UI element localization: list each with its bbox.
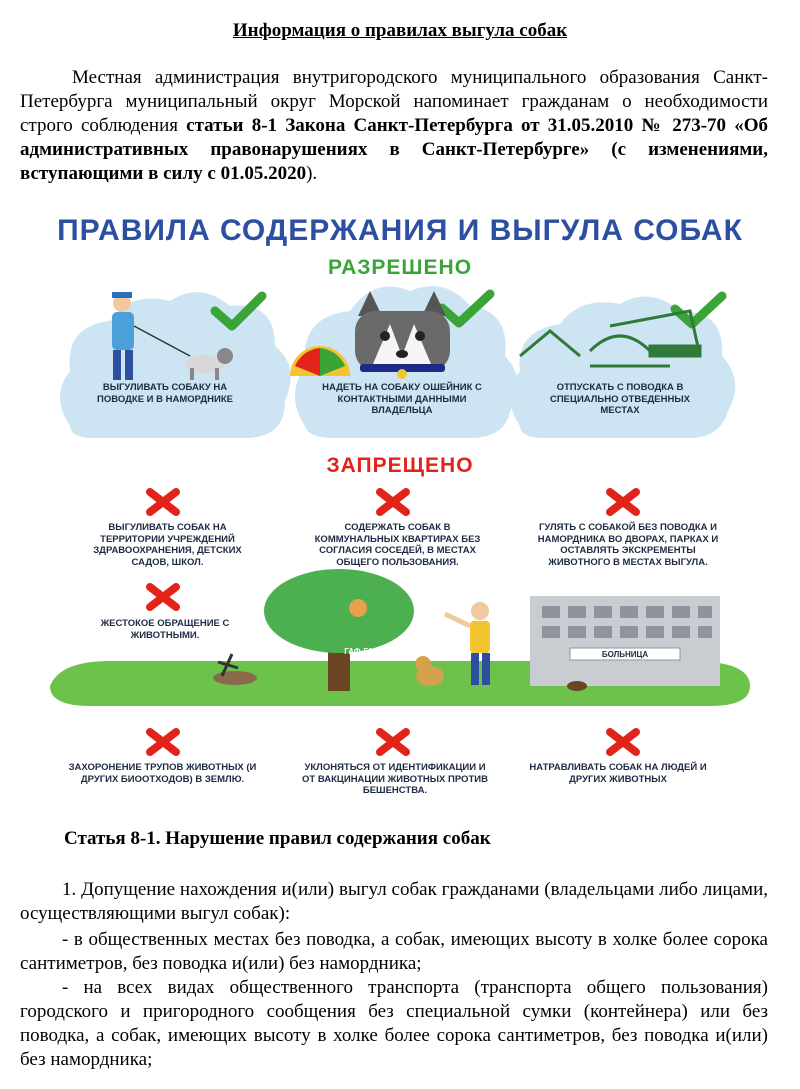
article-paragraph-3: - на всех видах общественного транспорта (транспорта общего пользования) городского и пригородного сообщения без специальной сумки (контейнера) или без поводка, а собак, имеющих высоту в холке более сорока сантиметров, без поводка и(или) без намордника; [20,977,768,1070]
check-icon [675,296,722,324]
cross-icon [150,732,176,752]
cross-icon [150,492,176,512]
forbidden-rule-vaccination: УКЛОНЯТЬСЯ ОТ ИДЕНТИФИКАЦИИ И ОТ ВАКЦИНАЦИИ ЖИВОТНЫХ ПРОТИВ БЕШЕНСТВА. [302,762,488,796]
forbidden-rule-yards: ГУЛЯТЬ С СОБАКОЙ БЕЗ ПОВОДКА И НАМОРДНИКА ВО ДВОРАХ, ПАРКАХ И ОСТАВЛЯТЬ ЭКСКРЕМЕНТЫ ЖИВОТНОГО В МЕСТАХ ВЫГУЛА. [537,522,719,568]
allowed-rule-leash: ВЫГУЛИВАТЬ СОБАКУ НА ПОВОДКЕ И В НАМОРДНИКЕ [97,382,233,405]
cross-icon [380,492,406,512]
intro-paragraph [20,66,768,186]
intro-tail: ). [306,163,318,184]
hospital-building-illustration [530,596,720,686]
allowed-rule-collar: НАДЕТЬ НА СОБАКУ ОШЕЙНИК С КОНТАКТНЫМИ ДАННЫМИ ВЛАДЕЛЬЦА [322,382,482,416]
infographic-title: ПРАВИЛА СОДЕРЖАНИЯ И ВЫГУЛА СОБАК [57,214,743,247]
cross-icon [150,587,176,607]
intro-lead: Местная администрация внутригородского муниципального образования Санкт-Петербурга муниципальный округ Морской напоминает гражданам о необходимости строго соблюдения [20,67,768,136]
cross-icon [380,732,406,752]
article-paragraph-1: 1. Допущение нахождения и(или) выгул собак гражданами (владельцами либо лицами, осуществляющими выгул собак): [20,879,768,924]
article-title: Статья 8-1. Нарушение правил содержания собак [64,828,491,849]
hospital-sign: БОЛЬНИЦА [601,650,649,659]
dog-waste-illustration [567,681,587,691]
forbidden-rule-communal: СОДЕРЖАТЬ СОБАК В КОММУНАЛЬНЫХ КВАРТИРАХ БЕЗ СОГЛАСИЯ СОСЕДЕЙ, В МЕСТАХ ОБЩЕГО ПОЛЬЗОВАНИЯ. [314,522,481,568]
infographic-artwork [50,206,750,811]
cloud-1 [60,292,291,438]
forbidden-rule-burial: ЗАХОРОНЕНИЕ ТРУПОВ ЖИВОТНЫХ (И ДРУГИХ БИООТХОДОВ) В ЗЕМЛЮ. [68,762,257,785]
cross-icon [610,732,636,752]
intro-law-reference: статьи 8-1 Закона Санкт-Петербурга от 31.05.2010 № 273-70 «Об административных правонарушениях в Санкт-Петербурге» (с изменениями, вступающими в силу с 01.05.2020 [20,115,768,184]
document-title: Информация о правилах выгула собак [232,20,568,41]
forbidden-heading: ЗАПРЕЩЕНО [326,454,474,477]
rules-infographic [50,206,750,811]
forbidden-rule-cruelty: ЖЕСТОКОЕ ОБРАЩЕНИЕ С ЖИВОТНЫМИ. [100,618,230,641]
allowed-heading: РАЗРЕШЕНО [327,256,473,279]
cross-icon [610,492,636,512]
bark-label: ГАФ-ГАФ [344,647,380,656]
article-paragraph-2: - в общественных местах без поводка, а собак, имеющих высоту в холке более сорока сантиметров, без поводка и(или) без намордника; [20,929,768,974]
forbidden-rule-attack: НАТРАВЛИВАТЬ СОБАК НА ЛЮДЕЙ И ДРУГИХ ЖИВОТНЫХ [529,762,707,785]
forbidden-rule-institutions: ВЫГУЛИВАТЬ СОБАК НА ТЕРРИТОРИИ УЧРЕЖДЕНИЙ ЗДРАВООХРАНЕНИЯ, ДЕТСКИХ САДОВ, ШКОЛ. [93,522,242,568]
allowed-rule-off-leash: ОТПУСКАТЬ С ПОВОДКА В СПЕЦИАЛЬНО ОТВЕДЕННЫХ МЕСТАХ [549,382,690,416]
cat-in-tree-illustration [349,599,367,617]
